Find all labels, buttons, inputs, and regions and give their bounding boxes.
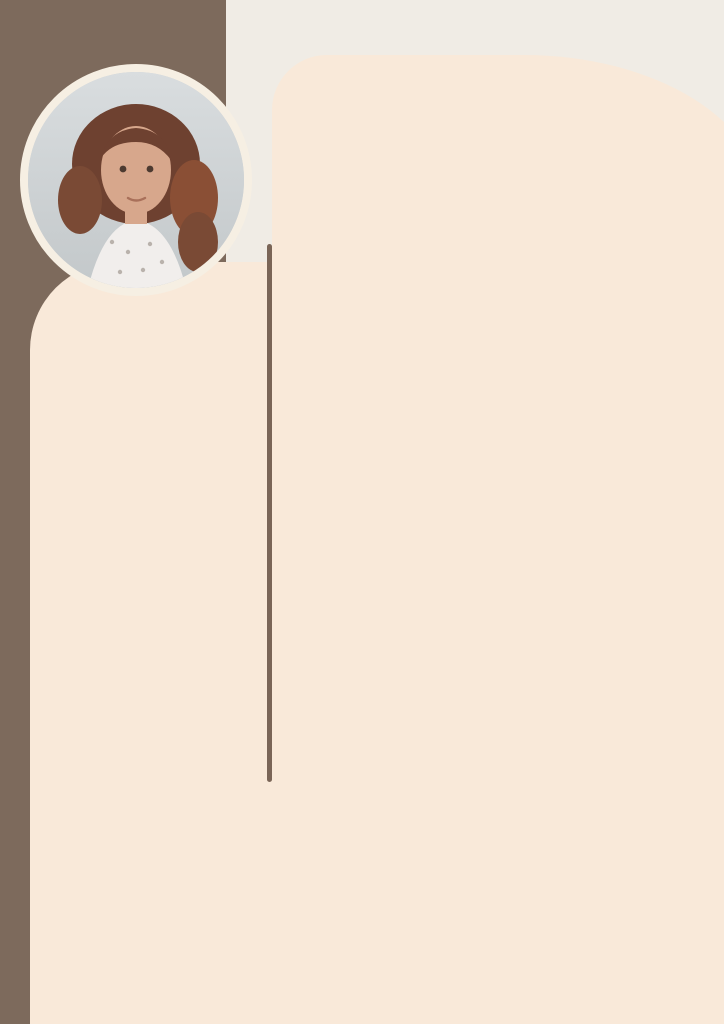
skills-text bbox=[31, 327, 259, 347]
timeline-line bbox=[267, 244, 272, 782]
header bbox=[284, 60, 708, 75]
portrait-illustration bbox=[28, 72, 244, 288]
main-panel bbox=[272, 55, 724, 1024]
profile-photo bbox=[20, 64, 252, 296]
sidebar bbox=[31, 306, 259, 347]
